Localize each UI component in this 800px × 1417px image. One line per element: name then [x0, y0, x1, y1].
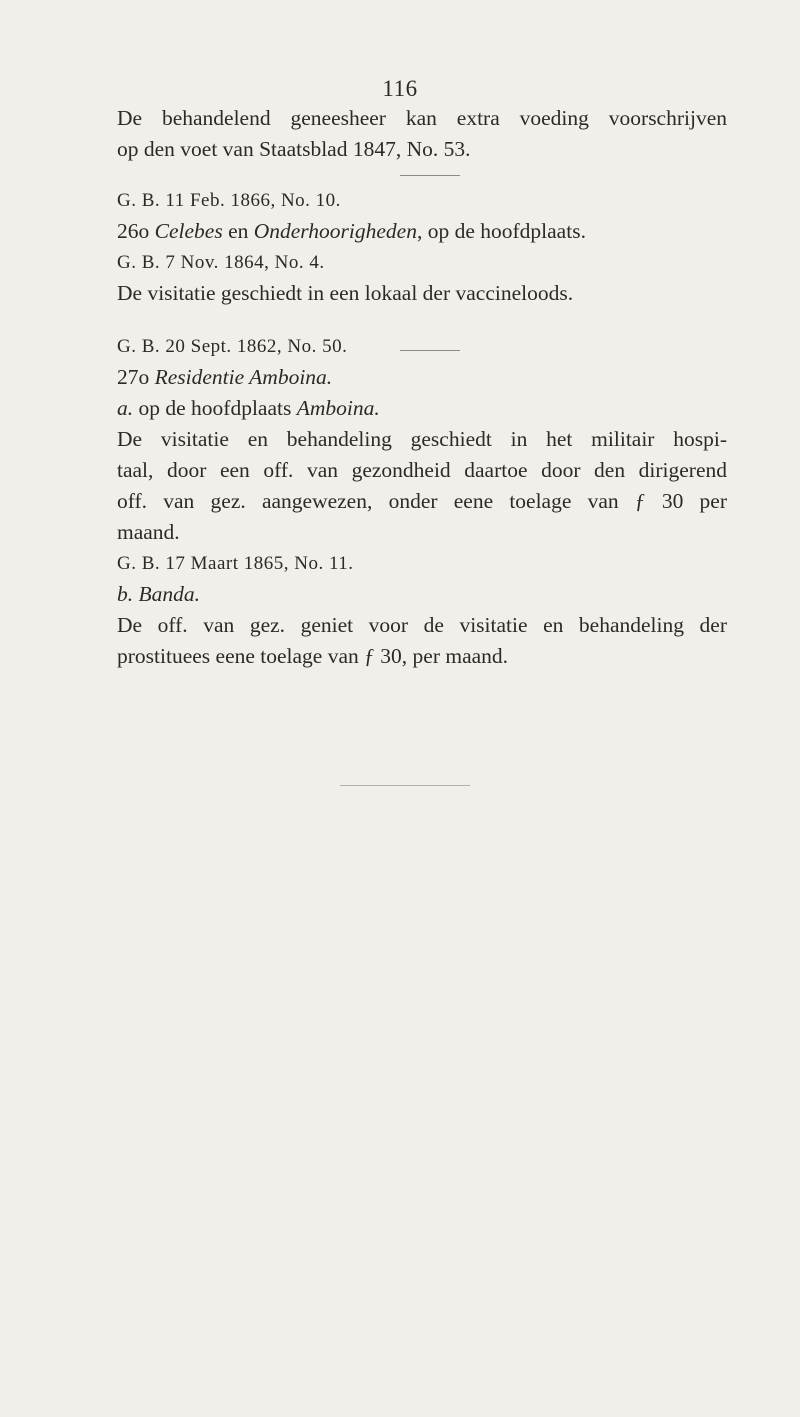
reference-line: G. B. 20 Sept. 1862, No. 50.: [117, 336, 348, 357]
subsection-heading: [117, 393, 727, 424]
text-line: off. van gez. aangewezen, onder eene toelage van ƒ 30 per: [117, 489, 727, 513]
subsection-heading: [117, 579, 727, 610]
text-line: De off. van gez. geniet voor de visitatie en behandeling der: [117, 613, 727, 637]
place-name: Banda.: [138, 582, 201, 606]
section-heading: [117, 216, 727, 247]
text-line: prostituees eene toelage van ƒ 30, per maand.: [117, 644, 509, 668]
section-heading: [117, 362, 727, 393]
subsection-letter: b.: [117, 582, 134, 606]
text-fragment: , op de hoofdplaats.: [416, 219, 586, 243]
place-name: Amboina.: [296, 396, 380, 420]
text-fragment: en: [228, 219, 249, 243]
page-number: 116: [382, 76, 418, 101]
text-line: maand.: [117, 520, 180, 544]
text-fragment: op de hoofdplaats: [138, 396, 292, 420]
reference-line: G. B. 17 Maart 1865, No. 11.: [117, 553, 354, 574]
text-line: taal, door een off. van gezondheid daartoe door den dirigerend: [117, 458, 727, 482]
text-line: De visitatie en behandeling geschiedt in het militair hospi-: [117, 427, 727, 451]
text-line: op den voet van Staatsblad 1847, No. 53.: [117, 137, 471, 161]
body-text: [117, 103, 727, 672]
place-name: Celebes: [154, 219, 223, 243]
section-number: 26o: [117, 219, 150, 243]
section-number: 27o: [117, 365, 150, 389]
place-name: Onderhoorigheden: [253, 219, 417, 243]
section-title: Residentie Amboina.: [154, 365, 333, 389]
reference-line: G. B. 7 Nov. 1864, No. 4.: [117, 252, 325, 273]
text-line: De visitatie geschiedt in een lokaal der vaccineloods.: [117, 281, 574, 305]
text-line: De behandelend geneesheer kan extra voeding voorschrijven: [117, 106, 727, 130]
separator-rule: [340, 785, 470, 786]
subsection-letter: a.: [117, 396, 134, 420]
reference-line: G. B. 11 Feb. 1866, No. 10.: [117, 190, 341, 211]
